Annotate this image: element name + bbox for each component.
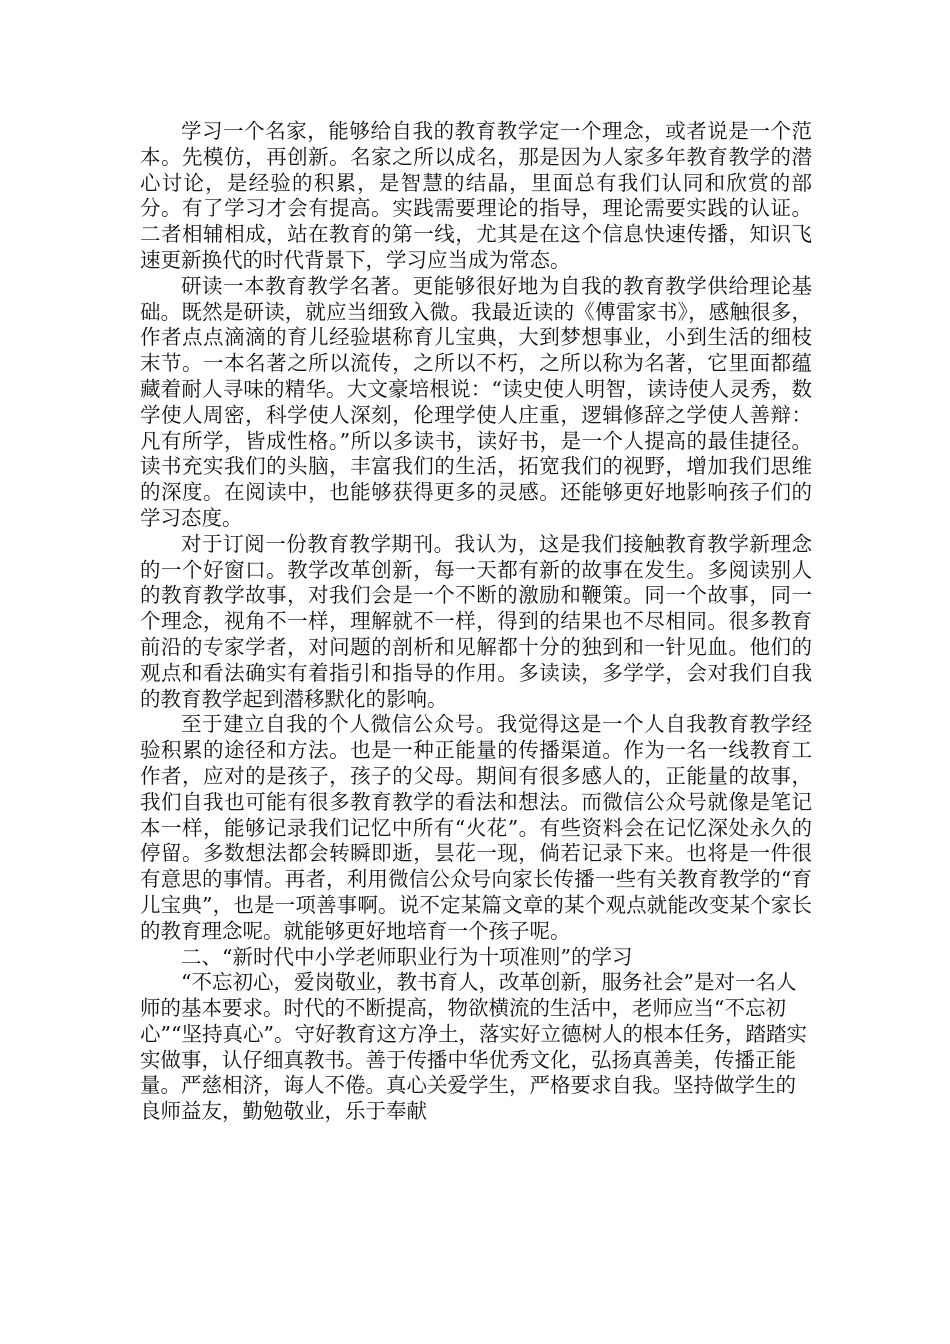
paragraph-wechat-account: 至于建立自我的个人微信公众号。我觉得这是一个人自我教育教学经验积累的途径和方法。也是一种正能量的传播渠道。作为一名一线教育工作者，应对的是孩子，孩子的父母。期间有很多感人的，正能量的故事，我们自我也可能有很多教育教学的看法和想法。而微信公众号就像是笔记本一样，能够记录我们记忆中所有“火花”。有些资料会在记忆深处永久的停留。多数想法都会转瞬即逝，昙花一现，倘若记录下来。也将是一件很有意思的事情。再者，利用微信公众号向家长传播一些有关教育教学的“育儿宝典”，也是一项善事啊。说不定某篇文章的某个观点就能改变某个家长的教育理念呢。就能够更好地培育一个孩子呢。: [140, 712, 812, 943]
section-heading-two: 二、“新时代中小学老师职业行为十项准则”的学习: [181, 944, 633, 969]
document-body: [140, 119, 812, 1125]
paragraph-read-classic: 研读一本教育教学名著。更能够很好地为自我的教育教学供给理论基础。既然是研读，就应当细致入微。我最近读的《傅雷家书》，感触很多，作者点点滴滴的育儿经验堪称育儿宝典，大到梦想事业，小到生活的细枝末节。一本名著之所以流传，之所以不朽，之所以称为名著，它里面都蕴藏着耐人寻味的精华。大文豪培根说：“读史使人明智，读诗使人灵秀，数学使人周密，科学使人深刻，伦理学使人庄重，逻辑修辞之学使人善辩：凡有所学，皆成性格。”所以多读书，读好书，是一个人提高的最佳捷径。读书充实我们的头脑，丰富我们的生活，拓宽我们的视野，增加我们思维的深度。在阅读中，也能够获得更多的灵感。还能够更好地影响孩子们的学习态度。: [140, 273, 812, 530]
paragraph-learn-from-master: 学习一个名家，能够给自我的教育教学定一个理念，或者说是一个范本。先模仿，再创新。名家之所以成名，那是因为人家多年教育教学的潜心讨论，是经验的积累，是智慧的结晶，里面总有我们认同和欣赏的部分。有了学习才会有提高。实践需要理论的指导，理论需要实践的认证。二者相辅相成，站在教育的第一线，尤其是在这个信息快速传播，知识飞速更新换代的时代背景下，学习应当成为常态。: [140, 119, 812, 272]
paragraph-subscribe-journal: 对于订阅一份教育教学期刊。我认为，这是我们接触教育教学新理念的一个好窗口。教学改革创新，每一天都有新的故事在发生。多阅读别人的教育教学故事，对我们会是一个不断的激励和鞭策。同一个故事，同一个理念，视角不一样，理解就不一样，得到的结果也不尽相同。很多教育前沿的专家学者，对问题的剖析和见解都十分的独到和一针见血。他们的观点和看法确实有着指引和指导的作用。多读读，多学学，会对我们自我的教育教学起到潜移默化的影响。: [140, 531, 812, 711]
paragraph-teacher-requirements: “不忘初心，爱岗敬业，教书育人，改革创新，服务社会”是对一名人师的基本要求。时代的不断提高，物欲横流的生活中，老师应当“不忘初心”“坚持真心”。守好教育这方净土，落实好立德树人的根本任务，踏踏实实做事，认仔细真教书。善于传播中华优秀文化，弘扬真善美，传播正能量。严慈相济，诲人不倦。真心关爱学生，严格要求自我。坚持做学生的良师益友，勤勉敬业，乐于奉献: [140, 970, 807, 1124]
